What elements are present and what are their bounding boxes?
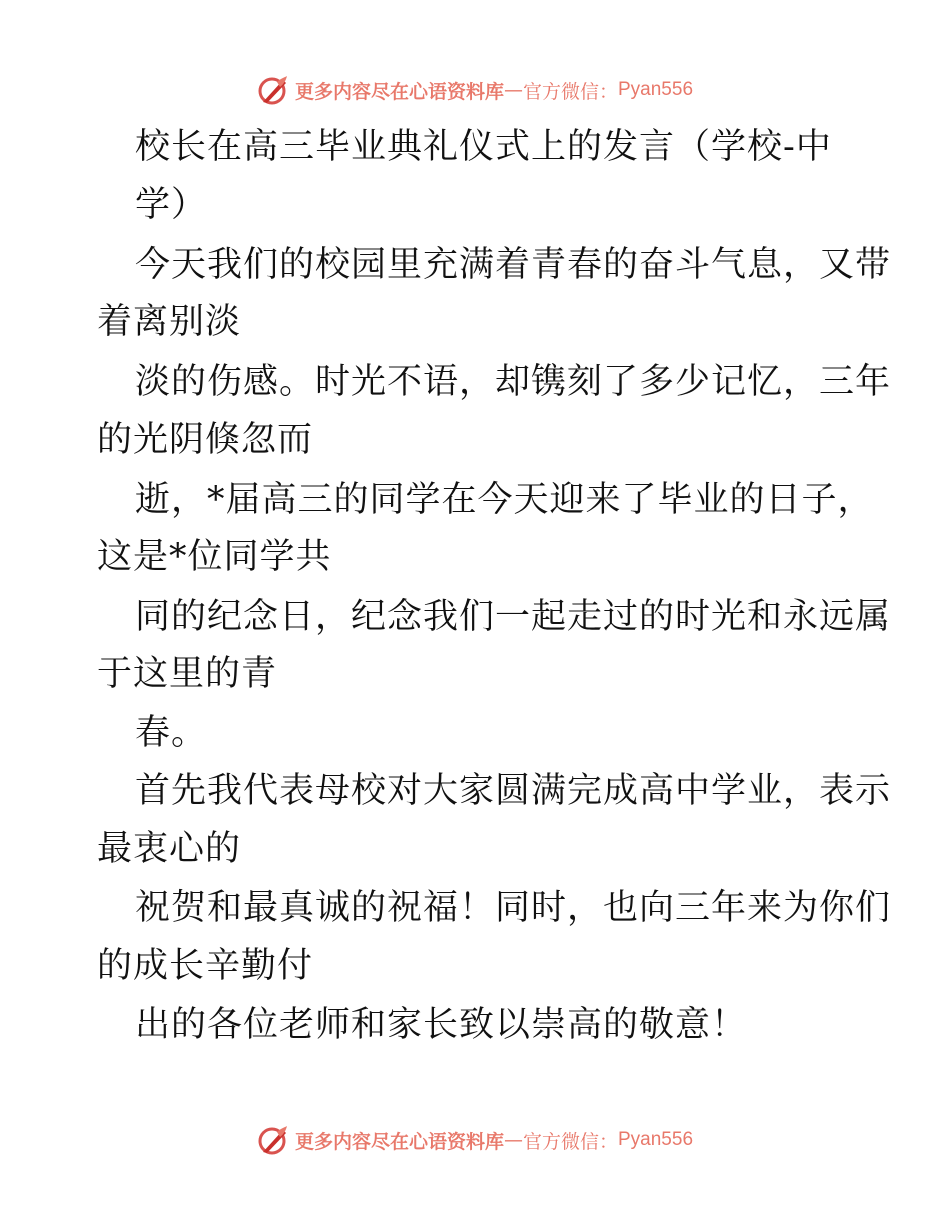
paragraph-line: 春。: [135, 713, 208, 753]
quill-pen-logo-icon: [257, 74, 289, 106]
paragraph-line: 同的纪念日，纪念我们一起走过的时光和永远属: [135, 597, 892, 637]
header-promo-text: 更多内容尽在心语资料库: [294, 80, 504, 103]
paragraph-line: 出的各位老师和家长致以崇高的敬意！: [135, 1005, 748, 1045]
header-wechat-label: 官方微信：: [522, 80, 618, 103]
footer-wechat-id: Pyan556: [618, 1129, 694, 1150]
paragraph-line: 祝贺和最真诚的祝福！同时，也向三年来为你们: [135, 888, 892, 928]
header-wechat-id: Pyan556: [618, 79, 694, 100]
header-banner: [0, 70, 950, 110]
footer-banner: [0, 1120, 950, 1160]
paragraph-line: 淡的伤感。时光不语，却镌刻了多少记忆，三年: [135, 362, 892, 402]
footer-promo-text: 更多内容尽在心语资料库: [294, 1130, 504, 1153]
header-dash: —: [503, 79, 523, 101]
quill-pen-logo-icon: [257, 1124, 289, 1156]
paragraph-line: 于这里的青: [97, 654, 278, 694]
footer-dash: —: [503, 1129, 523, 1151]
footer-wechat-label: 官方微信：: [522, 1130, 618, 1153]
paragraph-line: 这是*位同学共: [97, 537, 332, 577]
paragraph-line: 的光阴倏忽而: [97, 420, 314, 460]
paragraph-line: 的成长辛勤付: [97, 946, 314, 986]
document-title-line-2: 学）: [135, 185, 208, 225]
paragraph-line: 首先我代表母校对大家圆满完成高中学业，表示: [135, 771, 892, 811]
paragraph-line: 最衷心的: [97, 829, 242, 869]
document-title-line-1: 校长在高三毕业典礼仪式上的发言（学校-中: [135, 127, 832, 167]
paragraph-line: 今天我们的校园里充满着青春的奋斗气息，又带: [135, 245, 892, 285]
paragraph-line: 逝，*届高三的同学在今天迎来了毕业的日子，: [135, 480, 874, 520]
paragraph-line: 着离别淡: [97, 302, 242, 342]
